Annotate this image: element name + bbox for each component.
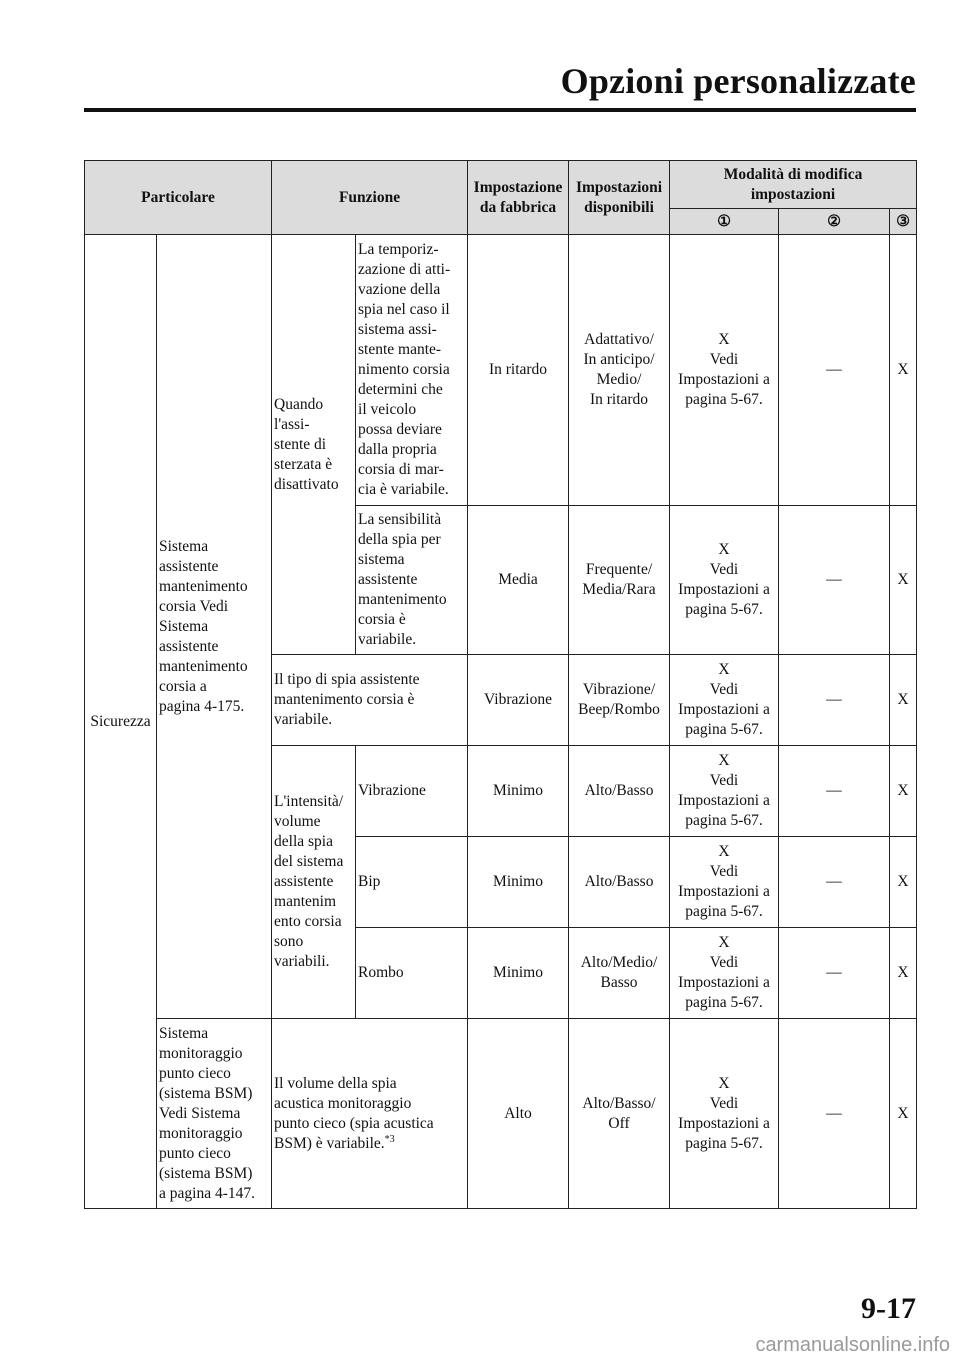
method-3-cell: X	[890, 655, 917, 746]
function-text: Il volume della spia acustica monitoraggio punto cieco (spia acustica BSM) è variabile.	[274, 1074, 434, 1152]
method-2-label: ②	[779, 209, 890, 235]
function-cell: Bip	[356, 837, 468, 928]
method-3-cell: X	[890, 506, 917, 655]
factory-setting-cell: Media	[468, 506, 569, 655]
method-1-cell: X Vedi Impostazioni a pagina 5-67.	[670, 235, 779, 506]
method-2-cell: —	[779, 837, 890, 928]
lkas-off-group-cell: Quando l'assi- stente di sterzata è disattivato	[272, 235, 356, 655]
header-funzione: Funzione	[272, 161, 468, 235]
method-3-cell: X	[890, 837, 917, 928]
volume-group-cell: L'intensità/ volume della spia del sistema assistente mantenim ento corsia sono variabili.	[272, 746, 356, 1019]
method-1-cell: X Vedi Impostazioni a pagina 5-67.	[670, 1019, 779, 1209]
table-row	[85, 235, 917, 506]
function-cell: Rombo	[356, 928, 468, 1019]
available-settings-cell: Alto/Basso/ Off	[569, 1019, 670, 1209]
bsm-item-cell: Sistema monitoraggio punto cieco (sistema BSM) Vedi Sistema monitoraggio punto cieco (sistema BSM) a pagina 4-147.	[157, 1019, 272, 1209]
factory-setting-cell: Vibrazione	[468, 655, 569, 746]
function-cell: La temporiz- zazione di atti- vazione della spia nel caso il sistema assi- stente mante- nimento corsia determini che il veicolo possa deviare dalla propria corsia di mar- cia è variabile.	[356, 235, 468, 506]
available-settings-cell: Adattativo/ In anticipo/ Medio/ In ritardo	[569, 235, 670, 506]
function-cell	[272, 1019, 468, 1209]
header-impostazioni-disponibili: Impostazioni disponibili	[569, 161, 670, 235]
page-number: 9-17	[861, 1292, 916, 1325]
header-modalita: Modalità di modifica impostazioni	[670, 161, 917, 209]
lkas-item-cell: Sistema assistente mantenimento corsia Vedi Sistema assistente mantenimento corsia a pagina 4-175.	[157, 235, 272, 1019]
title-divider	[84, 108, 916, 112]
available-settings-cell: Alto/Medio/ Basso	[569, 928, 670, 1019]
factory-setting-cell: Minimo	[468, 746, 569, 837]
available-settings-cell: Frequente/ Media/Rara	[569, 506, 670, 655]
method-3-cell: X	[890, 928, 917, 1019]
method-2-cell: —	[779, 1019, 890, 1209]
method-1-cell: X Vedi Impostazioni a pagina 5-67.	[670, 928, 779, 1019]
method-1-cell: X Vedi Impostazioni a pagina 5-67.	[670, 746, 779, 837]
method-3-cell: X	[890, 1019, 917, 1209]
page-title: Opzioni personalizzate	[560, 61, 916, 101]
factory-setting-cell: Minimo	[468, 928, 569, 1019]
table-row	[85, 1019, 917, 1209]
method-3-cell: X	[890, 235, 917, 506]
watermark: carmanualsonline.info	[755, 1334, 950, 1356]
available-settings-cell: Vibrazione/ Beep/Rombo	[569, 655, 670, 746]
header-impostazione-fabbrica: Impostazione da fabbrica	[468, 161, 569, 235]
method-1-cell: X Vedi Impostazioni a pagina 5-67.	[670, 655, 779, 746]
header-particolare: Particolare	[85, 161, 272, 235]
category-cell: Sicurezza	[85, 235, 157, 1209]
method-2-cell: —	[779, 746, 890, 837]
function-cell: La sensibilità della spia per sistema assistente mantenimento corsia è variabile.	[356, 506, 468, 655]
method-3-cell: X	[890, 746, 917, 837]
method-2-cell: —	[779, 928, 890, 1019]
factory-setting-cell: Alto	[468, 1019, 569, 1209]
method-1-label: ①	[670, 209, 779, 235]
available-settings-cell: Alto/Basso	[569, 837, 670, 928]
function-cell: Vibrazione	[356, 746, 468, 837]
available-settings-cell: Alto/Basso	[569, 746, 670, 837]
method-1-cell: X Vedi Impostazioni a pagina 5-67.	[670, 837, 779, 928]
method-2-cell: —	[779, 235, 890, 506]
factory-setting-cell: In ritardo	[468, 235, 569, 506]
factory-setting-cell: Minimo	[468, 837, 569, 928]
header-row	[85, 161, 917, 209]
method-2-cell: —	[779, 655, 890, 746]
customization-table	[84, 160, 917, 1209]
function-cell: Il tipo di spia assistente mantenimento corsia è variabile.	[272, 655, 468, 746]
method-2-cell: —	[779, 506, 890, 655]
footnote-marker: *3	[384, 1133, 395, 1145]
method-3-label: ③	[890, 209, 917, 235]
method-1-cell: X Vedi Impostazioni a pagina 5-67.	[670, 506, 779, 655]
